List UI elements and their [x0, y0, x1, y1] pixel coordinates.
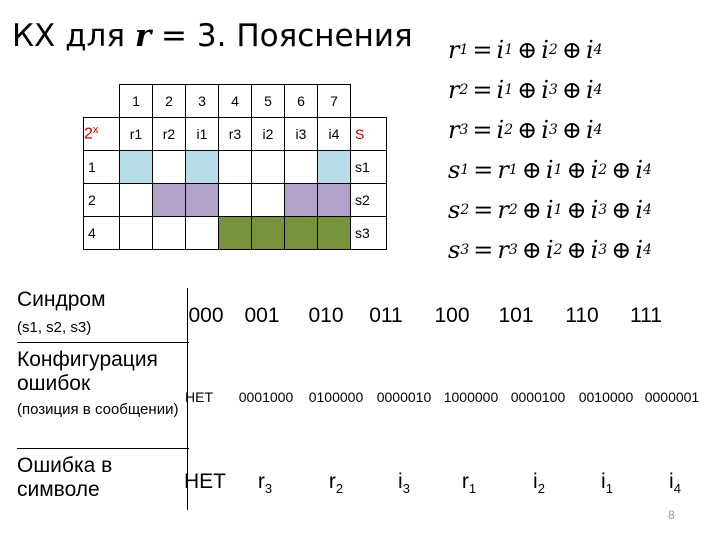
grid-cell-empty	[186, 217, 219, 250]
grid-cell-empty	[153, 217, 186, 250]
error-symbol-base: r	[257, 470, 265, 493]
formula-term: i	[545, 236, 554, 264]
grid-cell-empty	[252, 184, 285, 217]
syndrome-value: 111	[630, 304, 662, 327]
grid-header-label	[84, 118, 120, 151]
syndrome-label	[17, 288, 185, 338]
formula-term-index: 3	[508, 242, 518, 258]
formula-term-index: 3	[598, 202, 608, 218]
formula-lhs-index: 1	[460, 162, 470, 178]
grid-row	[84, 184, 387, 217]
formula-lhs-index: 2	[460, 202, 470, 218]
grid-cell-filled	[186, 151, 219, 184]
formula-term-index: 1	[504, 42, 514, 58]
formula-term: i	[496, 76, 505, 104]
syndrome-value: 011	[369, 304, 403, 327]
formula-term: i	[545, 156, 554, 184]
formula-term-index: 4	[643, 202, 652, 218]
grid-col-number: 4	[219, 85, 252, 118]
xor-operator: ⊕	[566, 156, 587, 184]
formula-term: i	[590, 236, 599, 264]
grid-cell-filled	[252, 217, 285, 250]
grid-cell-empty	[219, 184, 252, 217]
grid-header-cell: i1	[186, 118, 219, 151]
xor-operator: ⊕	[566, 196, 587, 224]
equals-sign: =	[473, 156, 494, 184]
error-symbol-base: r	[328, 470, 336, 493]
syndrome-sublabel: (s1, s2, s3)	[17, 319, 92, 336]
formula-term-index: 3	[598, 242, 608, 258]
grid-header-cell: r2	[153, 118, 186, 151]
error-symbol-index: 4	[673, 481, 681, 497]
error-symbol-base: НЕТ	[184, 470, 226, 493]
grid-cell-filled	[285, 184, 318, 217]
power-exponent: x	[92, 124, 99, 137]
grid-cell-filled	[219, 217, 252, 250]
syndrome-value: 001	[244, 304, 280, 327]
error-symbol-base: r	[461, 470, 469, 493]
equals-sign: =	[472, 116, 493, 144]
formula-term: i	[585, 76, 594, 104]
grid-row	[84, 151, 387, 184]
formula-term: i	[635, 156, 643, 184]
xor-operator: ⊕	[521, 196, 542, 224]
error-symbol	[576, 470, 638, 496]
title-variable: r	[134, 18, 152, 54]
grid-header-cell: S	[351, 118, 387, 151]
formula-lhs: s	[448, 156, 461, 184]
formula-lhs-index: 3	[460, 242, 470, 258]
error-symbol	[234, 470, 296, 496]
grid-col-number: 1	[120, 85, 153, 118]
formula-term-index: 4	[643, 162, 652, 178]
formula-line	[448, 190, 710, 230]
error-symbol-index: 1	[468, 481, 477, 497]
grid-cell-filled	[153, 184, 186, 217]
equals-sign: =	[472, 76, 493, 104]
grid-row-label: 2	[84, 184, 120, 217]
grid-cell-empty	[219, 151, 252, 184]
xor-operator: ⊕	[517, 116, 538, 144]
xor-operator: ⊕	[517, 76, 538, 104]
formula-term-index: 4	[593, 82, 603, 98]
config-label	[17, 348, 185, 420]
error-symbol	[438, 470, 500, 496]
equals-sign: =	[473, 196, 494, 224]
formula-term: i	[590, 196, 599, 224]
error-config-value: 1000000	[443, 389, 499, 405]
grid-corner	[84, 85, 120, 118]
error-symbol	[373, 470, 435, 496]
error-symbol-index: 3	[264, 481, 273, 497]
grid-cell-filled	[318, 184, 351, 217]
formula-term-index: 3	[548, 82, 558, 98]
formula-lhs: s	[448, 196, 461, 224]
xor-operator: ⊕	[561, 76, 582, 104]
formula-term-index: 3	[548, 122, 558, 138]
formula-lhs-index: 2	[459, 82, 469, 98]
formula-lhs: r	[448, 36, 460, 64]
syndrome-value: 100	[434, 304, 470, 327]
grid-col-number-row	[84, 85, 387, 118]
hamming-grid	[83, 84, 387, 250]
grid-col-number: 2	[153, 85, 186, 118]
grid-header-row	[84, 118, 387, 151]
formula-lhs-index: 1	[459, 42, 469, 58]
formula-term-index: 2	[504, 122, 514, 138]
power-base: 2	[84, 125, 93, 143]
grid-header-cell: i2	[252, 118, 285, 151]
formula-term: i	[635, 236, 643, 264]
formula-term: i	[585, 116, 594, 144]
xor-operator: ⊕	[521, 236, 542, 264]
error-symbol-index: 1	[605, 481, 613, 497]
grid-col-number: 7	[318, 85, 351, 118]
title-suffix: = 3. Пояснения	[151, 18, 413, 54]
formula-term-index: 2	[553, 242, 563, 258]
formula-line	[448, 230, 710, 270]
formula-lhs: s	[448, 236, 461, 264]
xor-operator: ⊕	[561, 116, 582, 144]
error-symbol-index: 2	[537, 481, 545, 497]
title-prefix: КХ для	[12, 18, 135, 54]
formula-list	[448, 30, 710, 270]
formula-line	[448, 70, 710, 110]
error-config-value: НЕТ	[185, 389, 213, 405]
grid-col-number: 3	[186, 85, 219, 118]
formula-lhs-index: 3	[459, 122, 469, 138]
xor-operator: ⊕	[561, 36, 582, 64]
grid-header-cell: r1	[120, 118, 153, 151]
formula-term: r	[497, 196, 509, 224]
grid-header-cell: i4	[318, 118, 351, 151]
formula-term: i	[585, 36, 594, 64]
page-number: 8	[668, 508, 675, 522]
error-config-value: 0001000	[238, 389, 294, 405]
formula-term: r	[497, 236, 509, 264]
formula-line	[448, 150, 710, 190]
formula-lhs: r	[448, 116, 460, 144]
formula-term: i	[541, 116, 549, 144]
grid-cell-filled	[120, 151, 153, 184]
error-symbol	[508, 470, 570, 496]
equals-sign: =	[472, 36, 493, 64]
formula-term: i	[541, 76, 549, 104]
formula-term-index: 1	[553, 162, 563, 178]
grid-cell-filled	[318, 151, 351, 184]
xor-operator: ⊕	[517, 36, 538, 64]
grid-col-number: 6	[285, 85, 318, 118]
formula-line	[448, 110, 710, 150]
grid-row-label: 1	[84, 151, 120, 184]
symbol-label-text: Ошибка в символе	[17, 454, 113, 501]
row-separator	[17, 448, 189, 449]
formula-term: i	[496, 36, 505, 64]
formula-term: i	[496, 116, 505, 144]
formula-term-index: 2	[548, 42, 558, 58]
grid-row-syndrome-label: s3	[351, 217, 387, 250]
grid-cell-empty	[120, 217, 153, 250]
grid-cell-empty	[285, 151, 318, 184]
syndrome-value: 101	[498, 304, 534, 327]
formula-term-index: 1	[508, 162, 518, 178]
grid-cell-filled	[318, 217, 351, 250]
formula-term: i	[545, 196, 554, 224]
formula-term: r	[497, 156, 509, 184]
grid-cell-empty	[153, 151, 186, 184]
formula-term-index: 4	[643, 242, 652, 258]
error-symbol-index: 2	[335, 481, 344, 497]
syndrome-value: 000	[188, 304, 224, 327]
formula-term-index: 1	[553, 202, 563, 218]
grid-col-number: 5	[252, 85, 285, 118]
error-symbol	[644, 470, 706, 496]
grid-row	[84, 217, 387, 250]
xor-operator: ⊕	[566, 236, 587, 264]
error-symbol-base: i	[669, 470, 674, 493]
equals-sign: =	[473, 236, 494, 264]
xor-operator: ⊕	[611, 156, 632, 184]
error-config-value: 0010000	[578, 389, 634, 405]
error-symbol-base: i	[533, 470, 538, 493]
xor-operator: ⊕	[611, 196, 632, 224]
grid-header-cell: i3	[285, 118, 318, 151]
grid-row-syndrome-label: s1	[351, 151, 387, 184]
symbol-label	[17, 454, 185, 502]
formula-lhs: r	[448, 76, 460, 104]
grid-cell-empty	[120, 184, 153, 217]
error-symbol	[174, 470, 236, 494]
syndrome-value: 010	[308, 304, 344, 327]
error-symbol-base: i	[601, 470, 606, 493]
error-symbol	[305, 470, 367, 496]
row-separator	[17, 342, 189, 343]
formula-term-index: 4	[593, 122, 603, 138]
formula-term: i	[635, 196, 643, 224]
error-config-value: 0100000	[308, 389, 364, 405]
grid-header-cell: r3	[219, 118, 252, 151]
syndrome-value: 110	[565, 304, 599, 327]
xor-operator: ⊕	[521, 156, 542, 184]
xor-operator: ⊕	[611, 236, 632, 264]
error-config-value: 0000010	[376, 389, 432, 405]
grid-corner-right	[351, 85, 387, 118]
formula-term-index: 2	[508, 202, 518, 218]
config-label-text: Конфигурация ошибок	[17, 348, 158, 395]
error-symbol-index: 3	[402, 481, 410, 497]
grid-cell-empty	[252, 151, 285, 184]
grid-row-label: 4	[84, 217, 120, 250]
page-title	[12, 18, 413, 54]
grid-cell-filled	[285, 217, 318, 250]
formula-term-index: 2	[598, 162, 608, 178]
syndrome-label-text: Синдром	[17, 288, 106, 311]
grid-cell-filled	[186, 184, 219, 217]
formula-term: i	[541, 36, 549, 64]
error-symbol-base: i	[398, 470, 403, 493]
error-config-value: 0000100	[510, 389, 566, 405]
config-sublabel: (позиция в сообщении)	[17, 401, 179, 418]
formula-line	[448, 30, 710, 70]
formula-term: i	[590, 156, 599, 184]
error-config-value: 0000001	[644, 389, 700, 405]
formula-term-index: 4	[593, 42, 603, 58]
formula-term-index: 1	[504, 82, 514, 98]
grid-row-syndrome-label: s2	[351, 184, 387, 217]
